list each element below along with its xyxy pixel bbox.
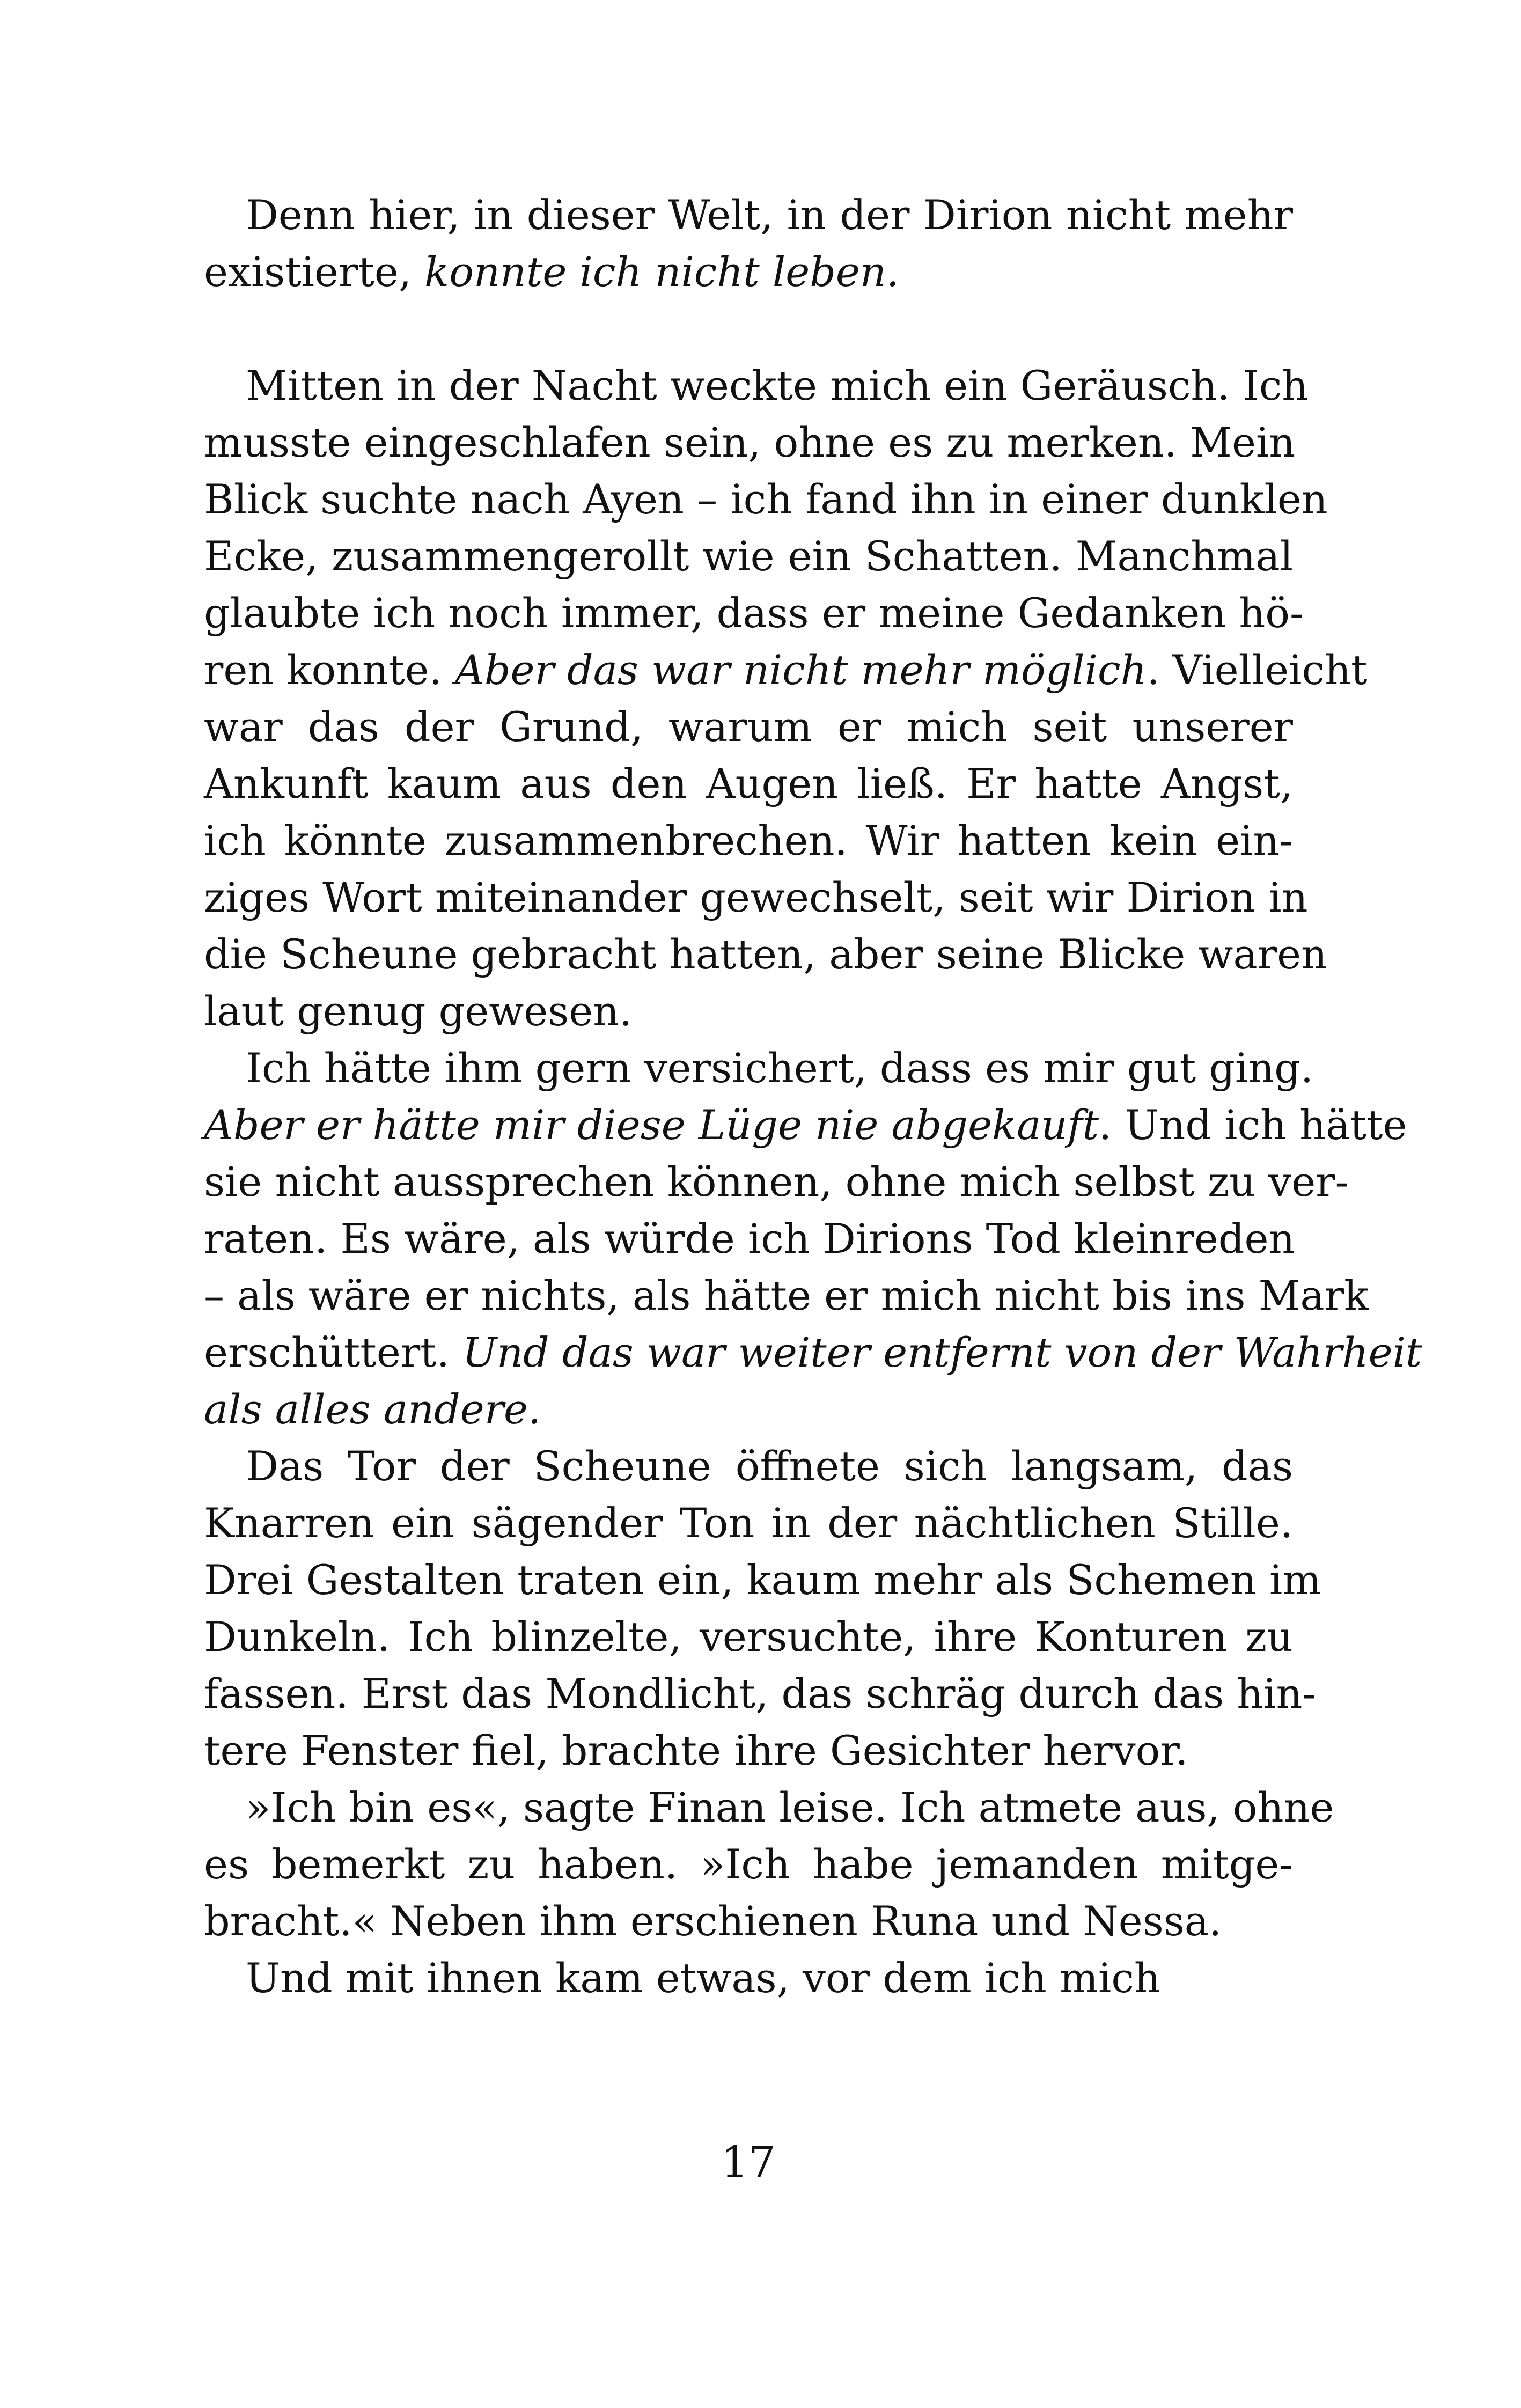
text-line bbox=[204, 869, 1308, 926]
text-line bbox=[204, 1154, 1349, 1210]
paragraph bbox=[204, 1779, 1334, 1950]
text-run: ziges Wort miteinander gewechselt, seit wir Dirion in bbox=[204, 873, 1308, 921]
text-line bbox=[204, 1609, 1293, 1665]
paragraph bbox=[204, 187, 1293, 300]
text-run: tere Fenster fiel, brachte ihre Gesichter hervor. bbox=[204, 1727, 1188, 1774]
paragraph bbox=[204, 1438, 1321, 1779]
text-line bbox=[204, 812, 1293, 869]
text-run: musste eingeschlafen sein, ohne es zu merken. Mein bbox=[204, 419, 1296, 466]
text-line bbox=[204, 1210, 1293, 1267]
text-line bbox=[204, 471, 1328, 528]
text-line bbox=[204, 528, 1293, 585]
text-line bbox=[204, 187, 1293, 244]
text-line bbox=[204, 926, 1328, 983]
text-line bbox=[204, 1893, 1293, 1950]
text-run: Blick suchte nach Ayen – ich fand ihn in einer dunklen bbox=[204, 475, 1328, 523]
text-line bbox=[204, 699, 1293, 755]
text-line bbox=[204, 1495, 1293, 1552]
italic-text: Und das war weiter entfernt von der Wahrheit bbox=[462, 1328, 1422, 1376]
text-run: bracht.« Neben ihm erschienen Runa und Nessa. bbox=[204, 1897, 1222, 1945]
text-run: . Vielleicht bbox=[1147, 646, 1368, 694]
text-run: ren konnte. bbox=[204, 646, 455, 694]
italic-text: als alles andere. bbox=[204, 1385, 541, 1433]
text-line bbox=[204, 642, 1368, 699]
text-run: sie nicht aussprechen können, ohne mich selbst zu ver- bbox=[204, 1158, 1349, 1206]
text-run: Drei Gestalten traten ein, kaum mehr als Schemen im bbox=[204, 1556, 1321, 1604]
text-run: ich könnte zusammenbrechen. Wir hatten kein ein- bbox=[204, 817, 1293, 864]
text-line bbox=[204, 1438, 1293, 1495]
text-line bbox=[204, 1836, 1293, 1893]
text-line bbox=[204, 1552, 1321, 1609]
text-line bbox=[204, 1722, 1293, 1779]
text-run: Und mit ihnen kam etwas, vor dem ich mich bbox=[246, 1954, 1160, 2002]
paragraph bbox=[204, 1040, 1422, 1438]
text-run: »Ich bin es«, sagte Finan leise. Ich atmete aus, ohne bbox=[246, 1783, 1334, 1831]
text-line bbox=[204, 1381, 1293, 1438]
text-run: laut genug gewesen. bbox=[204, 987, 633, 1035]
text-line bbox=[204, 1324, 1422, 1381]
text-line bbox=[204, 414, 1296, 471]
page-number: 17 bbox=[721, 2137, 776, 2187]
text-line bbox=[204, 755, 1293, 812]
text-run: Ich hätte ihm gern versichert, dass es mir gut ging. bbox=[246, 1044, 1314, 1092]
italic-text: konnte ich nicht leben. bbox=[424, 248, 899, 296]
paragraph bbox=[204, 357, 1368, 1040]
text-line bbox=[204, 1779, 1334, 1836]
text-run: Knarren ein sägender Ton in der nächtlichen Stille. bbox=[204, 1499, 1293, 1547]
text-run: erschüttert. bbox=[204, 1328, 463, 1376]
text-run: – als wäre er nichts, als hätte er mich nicht bis ins Mark bbox=[204, 1272, 1369, 1319]
text-line bbox=[204, 1665, 1317, 1722]
text-line bbox=[204, 1097, 1407, 1154]
text-run: Dunkeln. Ich blinzelte, versuchte, ihre Konturen zu bbox=[204, 1613, 1293, 1661]
text-line bbox=[204, 244, 1293, 300]
text-line bbox=[204, 1950, 1293, 2007]
text-run: raten. Es wäre, als würde ich Dirions Tod kleinreden bbox=[204, 1215, 1295, 1262]
text-run: . Und ich hätte bbox=[1099, 1101, 1407, 1149]
italic-text: Aber er hätte mir diese Lüge nie abgekauft bbox=[204, 1101, 1099, 1149]
text-run: Mitten in der Nacht weckte mich ein Geräusch. Ich bbox=[246, 362, 1309, 409]
text-line bbox=[204, 1267, 1369, 1324]
text-run: fassen. Erst das Mondlicht, das schräg durch das hin- bbox=[204, 1670, 1317, 1717]
text-run: die Scheune gebracht hatten, aber seine Blicke waren bbox=[204, 930, 1328, 978]
book-page bbox=[204, 0, 1422, 2408]
text-line bbox=[204, 1040, 1314, 1097]
text-line bbox=[204, 357, 1309, 414]
text-run: Das Tor der Scheune öffnete sich langsam, das bbox=[246, 1442, 1293, 1490]
text-run: es bemerkt zu haben. »Ich habe jemanden mitge- bbox=[204, 1840, 1293, 1888]
text-run: glaubte ich noch immer, dass er meine Gedanken hö- bbox=[204, 589, 1304, 637]
text-run: Ankunft kaum aus den Augen ließ. Er hatte Angst, bbox=[204, 760, 1293, 807]
text-run: Denn hier, in dieser Welt, in der Dirion nicht mehr bbox=[246, 191, 1293, 239]
text-line bbox=[204, 585, 1304, 642]
text-line bbox=[204, 983, 1293, 1040]
body-text bbox=[204, 187, 1422, 2007]
text-run: Ecke, zusammengerollt wie ein Schatten. Manchmal bbox=[204, 532, 1293, 580]
paragraph bbox=[204, 1950, 1293, 2007]
text-run: existierte, bbox=[204, 248, 425, 296]
italic-text: Aber das war nicht mehr möglich bbox=[454, 646, 1147, 694]
text-run: war das der Grund, warum er mich seit unserer bbox=[204, 703, 1293, 751]
